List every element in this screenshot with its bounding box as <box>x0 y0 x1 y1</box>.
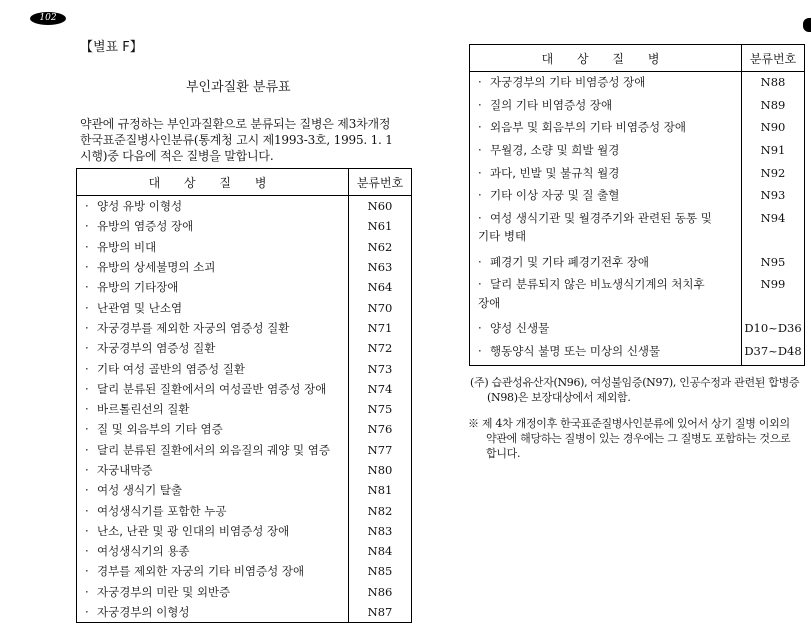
code-cell: N72 <box>367 341 393 356</box>
disease-name: 질의 기타 비염증성 장애 <box>490 97 613 112</box>
bullet-mark: · <box>85 584 89 599</box>
bullet-mark: · <box>85 402 89 417</box>
note-line: 약관에 해당하는 질병이 있는 경우에는 그 질병도 포함하는 것으로 <box>486 432 791 445</box>
disease-name: 자궁경부의 기타 비염증성 장애 <box>490 75 646 89</box>
disease-cell <box>77 460 349 480</box>
bullet-mark: · <box>85 564 89 579</box>
code-cell: N63 <box>367 260 393 275</box>
bullet-mark: · <box>478 120 482 135</box>
disease-name: 폐경기 및 기타 폐경기전후 장애 <box>490 254 650 269</box>
disease-name: 행동양식 불명 또는 미상의 신생물 <box>490 344 661 359</box>
bullet-mark: · <box>85 463 89 477</box>
table-row <box>470 72 805 95</box>
disease-cell <box>77 480 349 500</box>
table-row <box>77 358 412 378</box>
disease-name-line <box>478 118 735 137</box>
table-row <box>77 196 412 217</box>
bullet-mark: · <box>85 239 89 254</box>
exclusion-note <box>470 375 808 405</box>
disease-cell <box>77 602 349 623</box>
disease-cell <box>77 399 349 419</box>
page-title: 부인과질환 분류표 <box>186 80 291 95</box>
disease-name-line <box>478 186 735 205</box>
table-row <box>77 379 412 399</box>
disease-name-line <box>478 342 735 361</box>
code-cell: N92 <box>760 165 786 180</box>
disease-name: 자궁경부를 제외한 자궁의 염증성 질환 <box>97 320 290 335</box>
code-cell: N99 <box>760 277 786 292</box>
code-cell: N95 <box>760 254 786 269</box>
table-row <box>470 140 805 163</box>
bullet-mark: · <box>478 254 482 269</box>
intro-line: 약관에 규정하는 부인과질환으로 분류되는 질병은 제3차개정 <box>80 117 391 131</box>
disease-cell <box>470 117 742 140</box>
disease-cell <box>77 419 349 439</box>
table-row <box>77 440 412 460</box>
disease-cell <box>77 196 349 217</box>
disease-name: 자궁경부의 이형성 <box>97 605 190 620</box>
code-cell: N90 <box>760 120 786 135</box>
disease-name: 여성 생식기관 및 월경주기와 관련된 동통 및 <box>490 210 712 225</box>
disease-cell <box>77 440 349 460</box>
table-row <box>77 521 412 541</box>
disease-cell <box>77 358 349 378</box>
disease-cell <box>470 318 742 341</box>
disease-name: 유방의 기타장애 <box>97 280 179 295</box>
disease-name: 기타 이상 자궁 및 질 출혈 <box>490 188 620 203</box>
revision-note <box>468 416 806 461</box>
disease-name: 달리 분류되지 않은 비뇨생식기계의 처치후 <box>490 277 705 292</box>
disease-cell <box>77 318 349 338</box>
disease-cell <box>77 257 349 277</box>
table-row <box>77 561 412 581</box>
disease-name-line <box>478 164 735 183</box>
header-disease: 대 상 질 병 <box>470 45 742 72</box>
table-filler-row <box>470 364 805 366</box>
bullet-mark: · <box>85 605 89 620</box>
disease-name: 경부를 제외한 자궁의 기타 비염증성 장애 <box>97 564 305 579</box>
bullet-mark: · <box>85 422 89 437</box>
disease-cell <box>470 185 742 208</box>
bullet-mark: · <box>85 341 89 356</box>
bullet-mark: · <box>85 381 89 396</box>
disease-name: 여성생식기의 용종 <box>97 544 190 559</box>
disease-name: 외음부 및 회음부의 기타 비염증성 장애 <box>490 120 687 135</box>
bullet-mark: · <box>85 361 89 376</box>
disease-name-line <box>478 96 735 115</box>
disease-name-line <box>478 253 735 272</box>
disease-cell <box>470 140 742 163</box>
table-row <box>470 185 805 208</box>
table-row <box>77 237 412 257</box>
note-line: ※ 제 4차 개정이후 한국표준질병사인분류에 있어서 상기 질병 이외의 <box>468 417 790 430</box>
bullet-mark: · <box>478 344 482 359</box>
disease-name: 난관염 및 난소염 <box>97 300 183 315</box>
code-cell: N74 <box>367 381 393 396</box>
bullet-mark: · <box>478 277 482 292</box>
code-cell: N83 <box>367 523 393 538</box>
code-cell: D10~D36 <box>744 321 802 336</box>
table-row <box>77 541 412 561</box>
table-row <box>470 163 805 186</box>
disease-name: 기타 병태 <box>478 229 527 244</box>
disease-cell <box>77 237 349 257</box>
table-row <box>470 95 805 118</box>
disease-cell <box>77 521 349 541</box>
bullet-mark: · <box>85 483 89 498</box>
note-line: 합니다. <box>486 447 521 460</box>
code-cell: N64 <box>367 280 393 295</box>
bullet-mark: · <box>478 210 482 225</box>
disease-name: 유방의 상세불명의 소괴 <box>97 260 216 275</box>
disease-name: 달리 분류된 질환에서의 여성골반 염증성 장애 <box>97 381 327 396</box>
disease-name: 자궁내막증 <box>97 463 153 477</box>
disease-name: 과다, 빈발 및 불규칙 월경 <box>490 165 620 180</box>
disease-cell <box>77 297 349 317</box>
disease-name: 질 및 외음부의 기타 염증 <box>97 422 223 437</box>
code-cell: N75 <box>367 402 393 417</box>
disease-name: 양성 유방 이형성 <box>97 199 183 214</box>
disease-cell <box>470 274 742 318</box>
code-cell: N60 <box>367 199 393 214</box>
bullet-mark: · <box>85 320 89 335</box>
code-cell: N82 <box>367 503 393 518</box>
code-cell: N87 <box>367 605 393 620</box>
page-number-badge: 102 <box>30 12 66 25</box>
disease-cell <box>470 252 742 275</box>
code-cell: N61 <box>367 219 393 234</box>
disease-name-line <box>478 209 735 228</box>
code-cell: N89 <box>760 97 786 112</box>
disease-name: 달리 분류된 질환에서의 외음질의 궤양 및 염증 <box>97 442 331 457</box>
code-cell: N93 <box>760 188 786 203</box>
disease-cell <box>470 72 742 95</box>
disease-cell <box>77 541 349 561</box>
table-row <box>77 257 412 277</box>
table-row <box>77 338 412 358</box>
code-cell: N91 <box>760 142 786 157</box>
disease-name: 바르톨린선의 질환 <box>97 402 190 417</box>
disease-cell <box>470 341 742 364</box>
table-row <box>470 341 805 364</box>
code-cell: N71 <box>367 320 393 335</box>
disease-name: 유방의 비대 <box>97 239 157 254</box>
disease-name: 기타 여성 골반의 염증성 질환 <box>97 361 245 376</box>
disease-name-line <box>478 227 735 246</box>
code-cell: N76 <box>367 422 393 437</box>
table-row <box>470 117 805 140</box>
code-cell: N81 <box>367 483 393 498</box>
table-row <box>77 419 412 439</box>
bullet-mark: · <box>478 321 482 336</box>
table-row <box>77 277 412 297</box>
table-row <box>470 208 805 252</box>
intro-line: 시행)중 다음에 적은 질병을 말합니다. <box>80 149 274 163</box>
disease-cell <box>77 582 349 602</box>
disease-name: 장애 <box>478 295 501 310</box>
disease-name-line <box>478 73 735 92</box>
disease-name-line <box>478 141 735 160</box>
bullet-mark: · <box>85 260 89 275</box>
table-row <box>470 274 805 318</box>
table-row <box>77 582 412 602</box>
bullet-mark: · <box>85 544 89 559</box>
header-disease: 대 상 질 병 <box>77 169 349 196</box>
table-row <box>77 480 412 500</box>
table-row <box>77 399 412 419</box>
bullet-mark: · <box>478 188 482 203</box>
disease-cell <box>77 338 349 358</box>
bullet-mark: · <box>478 97 482 112</box>
bullet-mark: · <box>85 300 89 315</box>
table-row <box>470 318 805 341</box>
table-row <box>77 460 412 480</box>
disease-cell <box>77 277 349 297</box>
disease-cell <box>77 500 349 520</box>
code-cell: N84 <box>367 544 393 559</box>
bullet-mark: · <box>85 442 89 457</box>
disease-name-line <box>478 319 735 338</box>
intro-paragraph <box>80 116 410 164</box>
code-cell: D37~D48 <box>744 344 802 359</box>
disease-cell <box>470 208 742 252</box>
code-cell: N70 <box>367 300 393 315</box>
bullet-mark: · <box>85 280 89 295</box>
note-line: (N98)은 보장대상에서 제외함. <box>487 391 631 404</box>
table-row <box>77 216 412 236</box>
intro-line: 한국표준질병사인분류(통계청 고시 제1993-3호, 1995. 1. 1 <box>80 133 393 147</box>
disease-cell <box>77 561 349 581</box>
bullet-mark: · <box>478 142 482 157</box>
code-cell: N80 <box>367 463 393 477</box>
disease-name: 여성 생식기 탈출 <box>97 483 183 498</box>
table-row <box>77 602 412 623</box>
disease-name: 자궁경부의 미란 및 외반증 <box>97 584 231 599</box>
code-cell: N88 <box>760 75 786 89</box>
code-cell: N73 <box>367 361 393 376</box>
disease-name: 무월경, 소량 및 희발 월경 <box>490 142 620 157</box>
bullet-mark: · <box>478 75 482 89</box>
disease-name: 여성생식기를 포함한 누공 <box>97 503 227 518</box>
bullet-mark: · <box>85 219 89 234</box>
disease-name-line <box>478 294 735 313</box>
disease-table-left <box>76 168 412 623</box>
bullet-mark: · <box>85 503 89 518</box>
disease-cell <box>77 216 349 236</box>
bullet-mark: · <box>85 523 89 538</box>
disease-name: 유방의 염증성 장애 <box>97 219 194 234</box>
empty-cell <box>470 364 742 366</box>
disease-name: 양성 신생물 <box>490 321 550 336</box>
disease-cell <box>77 379 349 399</box>
code-cell: N86 <box>367 584 393 599</box>
code-cell: N77 <box>367 442 393 457</box>
bullet-mark: · <box>85 199 89 214</box>
note-line: (주) 습관성유산자(N96), 여성불임증(N97), 인공수정과 관련된 합병증 <box>470 376 800 389</box>
disease-name: 자궁경부의 염증성 질환 <box>97 341 216 356</box>
table-row <box>470 252 805 275</box>
disease-table-right <box>469 44 805 366</box>
disease-cell <box>470 163 742 186</box>
appendix-label: 【별표 F】 <box>80 40 143 55</box>
table-row <box>77 318 412 338</box>
header-code: 분류번호 <box>349 169 412 196</box>
page-edge-marker <box>803 18 811 32</box>
code-cell: N94 <box>760 210 786 225</box>
code-cell: N85 <box>367 564 393 579</box>
code-cell: N62 <box>367 239 393 254</box>
disease-name-line <box>478 275 735 294</box>
empty-cell <box>742 364 805 366</box>
bullet-mark: · <box>478 165 482 180</box>
table-row <box>77 500 412 520</box>
disease-name: 난소, 난관 및 광 인대의 비염증성 장애 <box>97 523 290 538</box>
disease-cell <box>470 95 742 118</box>
table-row <box>77 297 412 317</box>
header-code: 분류번호 <box>742 45 805 72</box>
